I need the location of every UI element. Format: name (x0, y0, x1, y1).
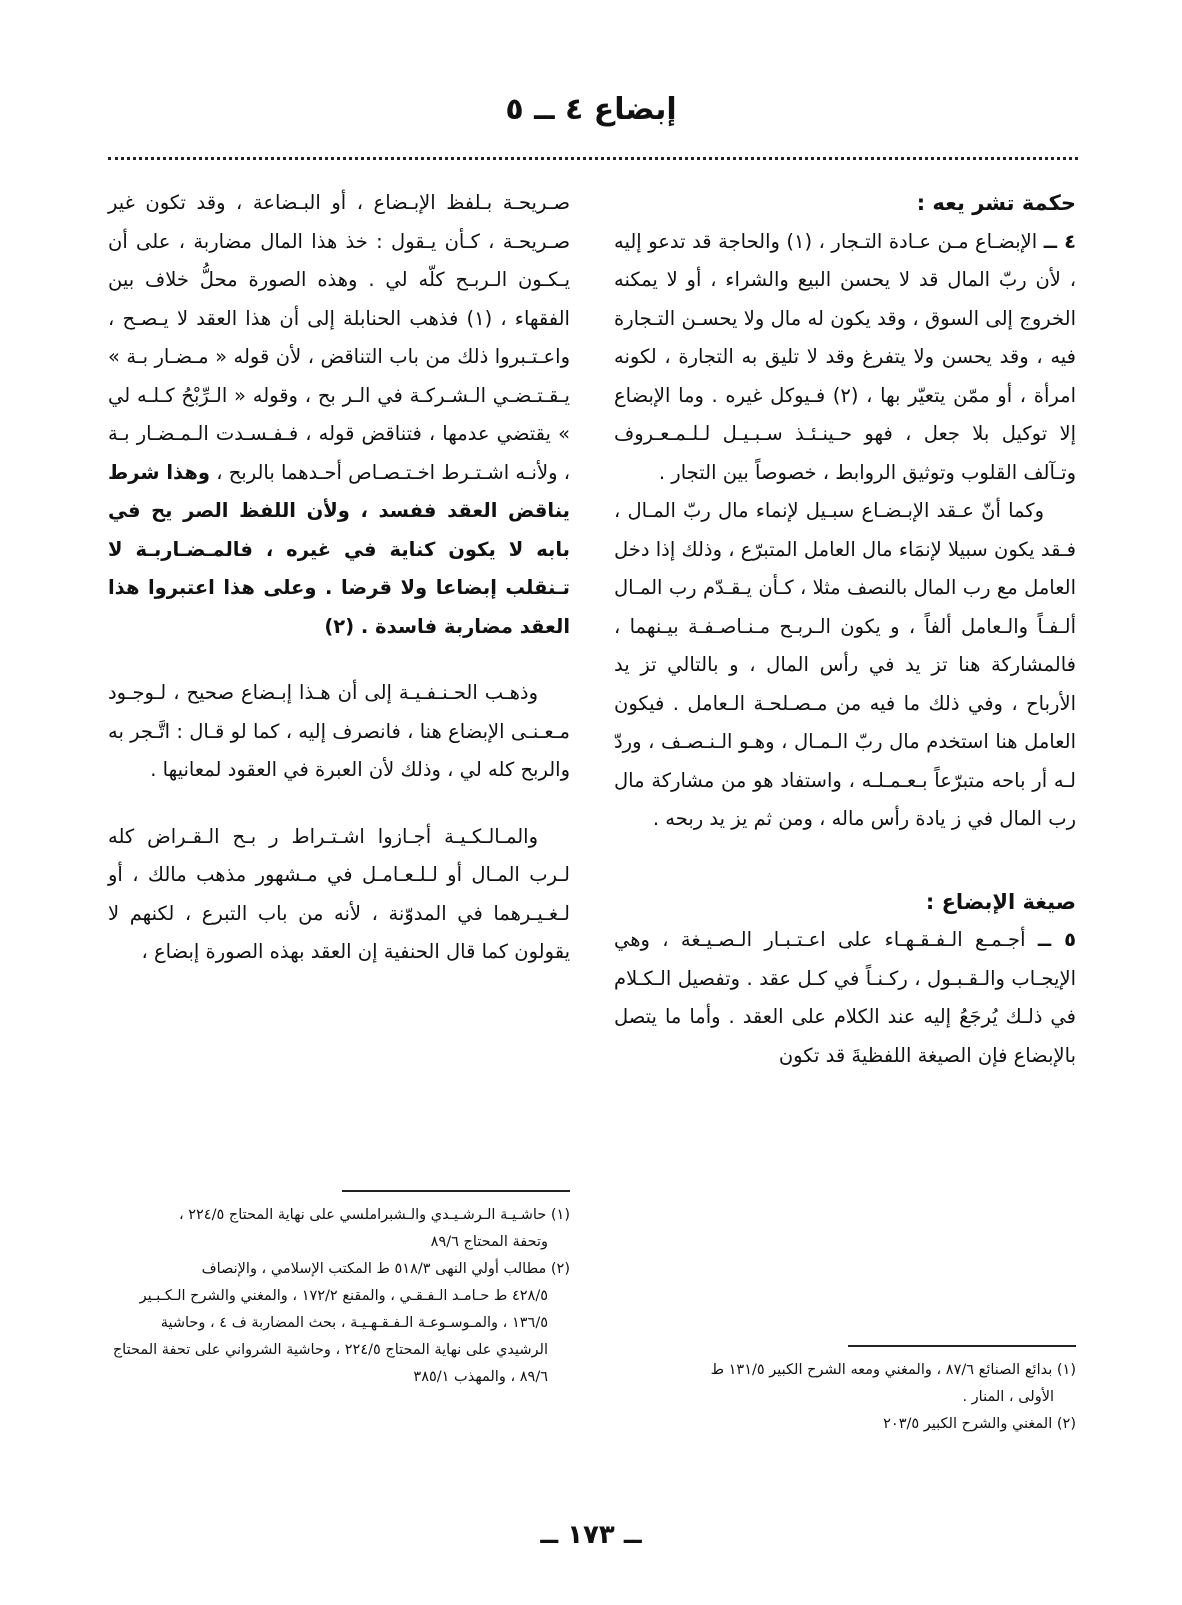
page-header-title: إبضاع ٤ ــ ٥ (505, 92, 677, 127)
paragraph-number-4: ٤ ــ (1043, 229, 1077, 253)
footnote-text: حاشـيـة الـرشـيـدي والـشبراملسي على نهاية المحتاج ٢٢٤/٥ ، (178, 1207, 547, 1223)
left-paragraph-1-bold: وهذا شرط يناقض العقد ففسد ، ولأن اللفظ الصر يح في بابه لا يكون كناية في غيره ، فالمـضـاربـة لا تـنقلب إبضاعا ولا قرضا . وعلى هذا اعتبروا هذا العقد مضاربة فاسدة . (٢) (108, 460, 570, 638)
footnote-right-1 (614, 1357, 1076, 1411)
left-paragraph-1 (108, 184, 570, 646)
paragraph-number-5: ٥ ــ (1037, 928, 1077, 951)
paragraph-4-text: الإبضـاع مـن عـادة التـجار ، (١) والحاجة قد تدعو إليه ، لأن ربّ المال قد لا يحسن البيع والشراء ، أو لا يمكنه الخروج إلى السوق ، وقد يكون له مال ولا يحسـن التـجارة فيه ، وقد يحسن ولا يتفرغ وقد لا تليق به التجارة ، لكونه امرأة ، أو ممّن يتعيّر بها ، (٢) فـيوكل غيره . وما الإبضاع إلا توكيل بلا جعل ، فهو حـينـئـذ سـبـيـل لـلـمـعـروف وتـآلف القلوب وتوثيق الروابط ، خصوصاً بين التجار . (614, 229, 1076, 484)
footnote-divider-left (342, 1190, 570, 1192)
paragraph-5 (614, 921, 1076, 1075)
footnote-text: المغني والشرح الكبير ٢٠٣/٥ (883, 1416, 1053, 1432)
paragraph-4-continued: وكما أنّ عـقد الإبـضـاع سبـيل لإنماء مال ربّ المـال ، فـقد يكون سبيلا لإنمَاء مال العامل المتبرّع ، وذلك إذا دخل العامل مع رب المال بالنصف مثلا ، كـأن يـقـدّم رب المـال ألـفـاً والـعامل ألفاً ، و يكون الـربـح مـنـاصـفـة بيـنهما ، فالمشاركة هنا تز يد في رأس المال ، و بالتالي تز يد الأرباح ، وفي ذلك ما فيه من مـصـلحـة الـعامل . فيكون العامل هنا استخدم مال ربّ الـمـال ، وهـو الـنـصـف ، وردّ لـه أر باحه متبرّعاً بـعـمـلـه ، واستفاد هو من مشاركة مال رب المال في ز يادة رأس ماله ، ومن ثم يز يد ربحه . (614, 499, 1076, 830)
footnote-text: بدائع الصنائع ٨٧/٦ ، والمغني ومعه الشرح الكبير ١٣١/٥ ط (710, 1362, 1053, 1378)
footnote-right-2 (614, 1411, 1076, 1438)
footnote-left-1 (108, 1202, 570, 1256)
footnote-number: (٢) (1056, 1416, 1076, 1432)
footnote-number: (١) (550, 1207, 570, 1223)
footnote-continuation: الأولى ، المنار . (962, 1389, 1054, 1405)
footnote-divider-right (848, 1345, 1076, 1347)
footnote-continuation: وتحفة المحتاج ٨٩/٦ (430, 1234, 548, 1250)
section-heading-hikma: حكمة تشر يعه : (916, 191, 1076, 215)
page-number: ــ ١٧٣ ــ (540, 1520, 642, 1550)
header-divider (108, 157, 1078, 160)
footnotes-left (108, 1190, 570, 1391)
left-paragraph-2: وذهـب الحـنـفـيـة إلى أن هـذا إبـضاع صحيح ، لـوجـود مـعـنـى الإبضاع هنا ، فانصرف إليه ، كما لو قـال : اتَّـجر به والربح كله لي ، وذلك لأن العبرة في العقود لمعانيها . (108, 681, 570, 781)
footnotes-right (614, 1345, 1076, 1438)
footnote-number: (٢) (550, 1261, 570, 1277)
footnote-number: (١) (1056, 1362, 1076, 1378)
footnote-text: مطالب أولي النهى ٥١٨/٣ ط المكتب الإسلامي ، والإنصاف (201, 1261, 547, 1277)
right-column (614, 184, 1076, 1075)
paragraph-4 (614, 223, 1076, 493)
section-heading-sigha: صيغة الإبضاع : (925, 889, 1076, 914)
left-paragraph-3: والمـالـكـيـة أجـازوا اشـتـراط ر بـح الـقـراض كله لـرب المـال أو لـلـعـامـل في مـشهور مذهب مالك ، أو لـغـيـرهما في المدوّنة ، لأنه من باب التبرع ، لكنهم لا يقولون كما قال الحنفية إن العقد بهذه الصورة إبضاع ، (108, 824, 570, 963)
paragraph-5-text: أجـمـع الـفـقـهـاء على اعـتـبـار الـصـيـغة ، وهي الإيجـاب والـقـبـول ، ركـنـاً في كـل عقد . وتفصيل الـكـلام في ذلـك يُرجَعُ إليه عند الكلام على العقد . وأما ما يتصل بالإبضاع فإن الصيغة اللفظيةَ قد تكون (614, 928, 1076, 1067)
footnote-left-2 (108, 1256, 570, 1391)
footnote-continuation: ٤٢٨/٥ ط حـامـد الـفـقـي ، والمقنع ١٧٢/٢ ، والمغني والشرح الـكـبـير ١٣٦/٥ ، والمـوسـوعـة الـفـقـهـيـة ، بحث المضاربة ف ٤ ، وحاشية الرشيدي على نهاية المحتاج ٢٢٤/٥ ، وحاشية الشرواني على تحفة المحتاج ٨٩/٦ ، والمهذب ٣٨٥/١ (112, 1288, 548, 1385)
left-column (108, 184, 570, 972)
left-paragraph-1-text: صـريحـة بـلفظ الإبـضاع ، أو البـضاعة ، وقد تكون غير صـريحـة ، كـأن يـقول : خذ هذا المال مضاربة ، على أن يـكـون الـربـح كلّه لي . وهذه الصورة محلُّ خلاف بين الفقهاء ، (١) فذهب الحنابلة إلى أن هذا العقد لا يـصـح ، واعـتـبروا ذلك من باب التناقض ، لأن قوله « مـضـار بـة » يـقـتـضـي الـشـركـة في الـر بح ، وقوله « الـرِّبْحُ كـلـه لي » يقتضي عدمها ، فتناقض قوله ، فـفـسـدت الـمـضـار بـة ، ولأنـه اشـتـرط اخـتـصـاص أحـدهما بالربح ، (108, 191, 570, 484)
